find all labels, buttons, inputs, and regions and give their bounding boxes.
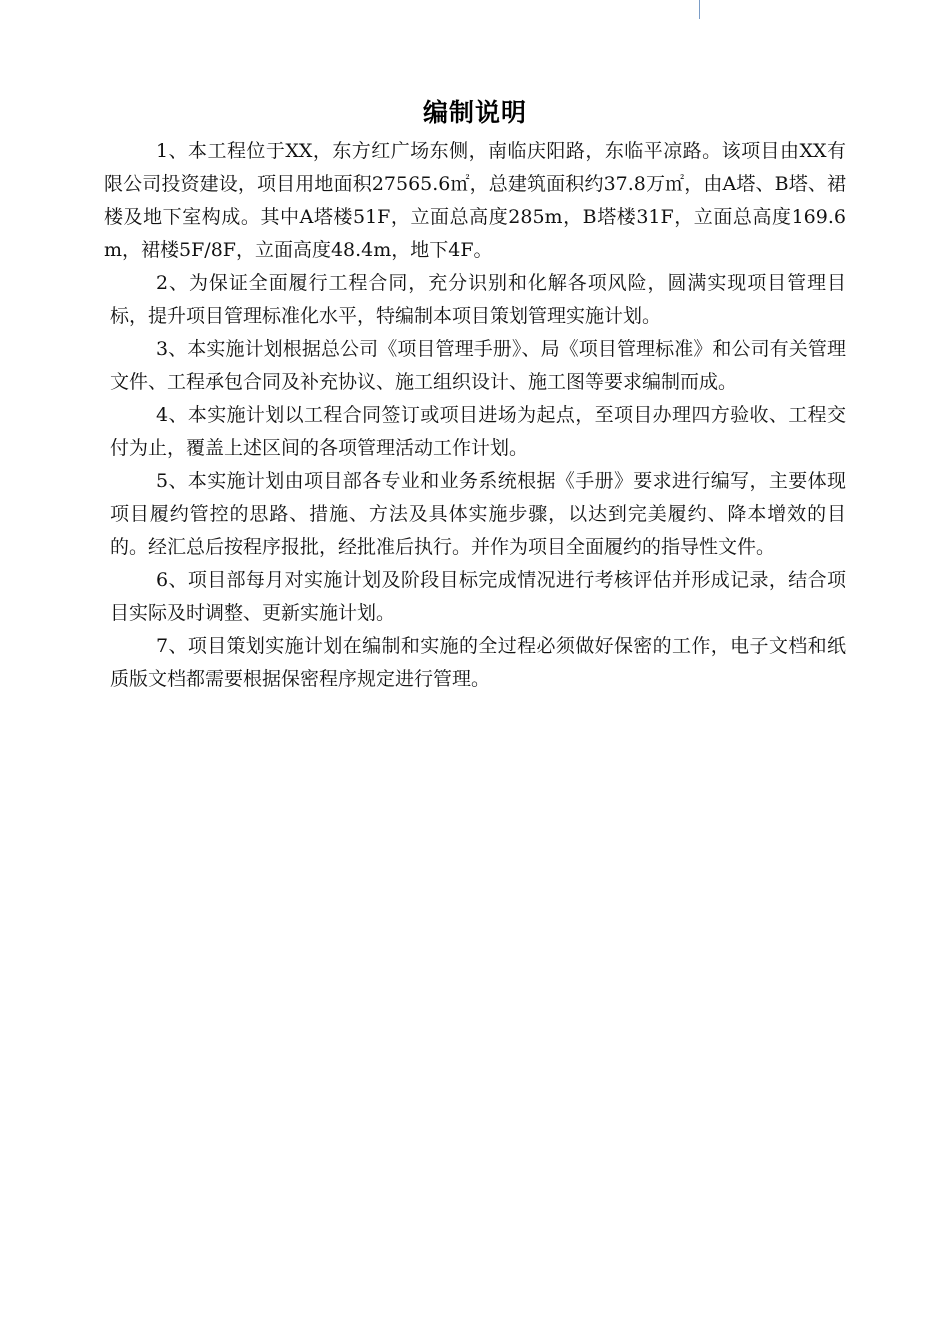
- paragraph-5: 5、本实施计划由项目部各专业和业务系统根据《手册》要求进行编写，主要体现项目履约管控的思路、措施、方法及具体实施步骤，以达到完美履约、降本增效的目的。经汇总后按程序报批，经批准后执行。并作为项目全面履约的指导性文件。: [110, 470, 846, 558]
- paragraph-2: 2、为保证全面履行工程合同，充分识别和化解各项风险，圆满实现项目管理目标，提升项目管理标准化水平，特编制本项目策划管理实施计划。: [110, 272, 846, 327]
- header-rule-mark: [699, 0, 700, 19]
- paragraph-3: 3、本实施计划根据总公司《项目管理手册》、局《项目管理标准》和公司有关管理文件、工程承包合同及补充协议、施工组织设计、施工图等要求编制而成。: [110, 338, 846, 393]
- document-title: 编制说明: [422, 97, 527, 127]
- paragraph-7: 7、项目策划实施计划在编制和实施的全过程必须做好保密的工作，电子文档和纸质版文档都需要根据保密程序规定进行管理。: [110, 635, 846, 690]
- paragraph-6: 6、项目部每月对实施计划及阶段目标完成情况进行考核评估并形成记录，结合项目实际及时调整、更新实施计划。: [110, 569, 846, 624]
- paragraph-4: 4、本实施计划以工程合同签订或项目进场为起点，至项目办理四方验收、工程交付为止，覆盖上述区间的各项管理活动工作计划。: [110, 404, 846, 459]
- paragraph-1: 1、本工程位于XX，东方红广场东侧，南临庆阳路，东临平凉路。该项目由XX有限公司投资建设，项目用地面积27565.6㎡，总建筑面积约37.8万㎡，由A塔、B塔、裙楼及地下室构成。其中A塔楼51F，立面总高度285m，B塔楼31F，立面总高度169.6m，裙楼5F/8F，立面高度48.4m，地下4F。: [104, 140, 846, 261]
- document-body: [104, 135, 846, 696]
